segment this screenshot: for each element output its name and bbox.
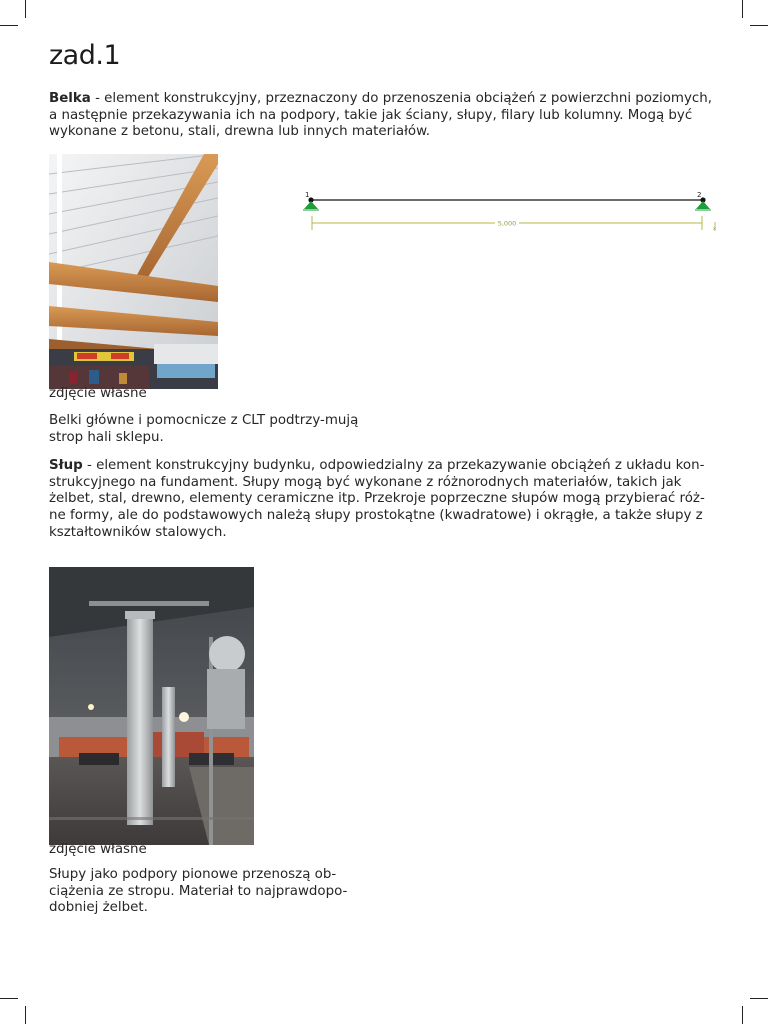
span-label: 5,000 [497, 219, 517, 228]
slup-paragraph [49, 458, 717, 542]
node-2-label: 2 [697, 191, 702, 199]
crop-mark [0, 998, 18, 999]
page-title: zad.1 [49, 40, 121, 71]
crop-mark [742, 0, 743, 18]
roof-beams-photo [49, 154, 218, 389]
axis-label: x [713, 226, 716, 232]
slup-photo-caption: zdjęcie własne [49, 842, 147, 857]
slup-term: Słup [49, 458, 83, 473]
columns-photo [49, 567, 254, 845]
beam-diagram [300, 186, 720, 240]
belka-description: Belki główne i pomocnicze z CLT podtrzy-mują strop hali sklepu. [49, 413, 359, 445]
belka-photo-caption: zdjęcie własne [49, 386, 147, 401]
crop-mark [742, 1006, 743, 1024]
left-support-icon [304, 201, 318, 209]
right-support-icon [696, 201, 710, 209]
slup-description: Słupy jako podpory pionowe przenoszą ob-ciążenia ze stropu. Materiał to najprawdopo-dobniej żelbet. [49, 867, 348, 916]
node-1-label: 1 [305, 191, 310, 199]
crop-mark [750, 998, 768, 999]
crop-mark [25, 1006, 26, 1024]
belka-definition: - element konstrukcyjny, przeznaczony do przenoszenia obciążeń z powierzchni poziomych, a następnie przekazywania ich na podpory, takie jak ściany, słupy, filary lub kolumny. Mogą być wykonane z betonu, stali, drewna lub innych materiałów. [49, 91, 713, 140]
crop-mark [25, 0, 26, 18]
slup-definition: - element konstrukcyjny budynku, odpowiedzialny za przekazywanie obciążeń z układu kon-strukcyjnego na fundament. Słupy mogą być wykonane z różnorodnych materiałów, takich jak żelbet, stal, drewno, elementy ceramiczne itp. Przekroje poprzeczne słupów mogą przybierać róż-ne formy, ale do podstawowych należą słupy prostokątne (kwadratowe) i okrągłe, a także słupy z kształtowników stalowych. [49, 458, 705, 540]
crop-mark [0, 25, 18, 26]
belka-paragraph [49, 91, 717, 141]
crop-mark [750, 25, 768, 26]
belka-term: Belka [49, 91, 91, 106]
